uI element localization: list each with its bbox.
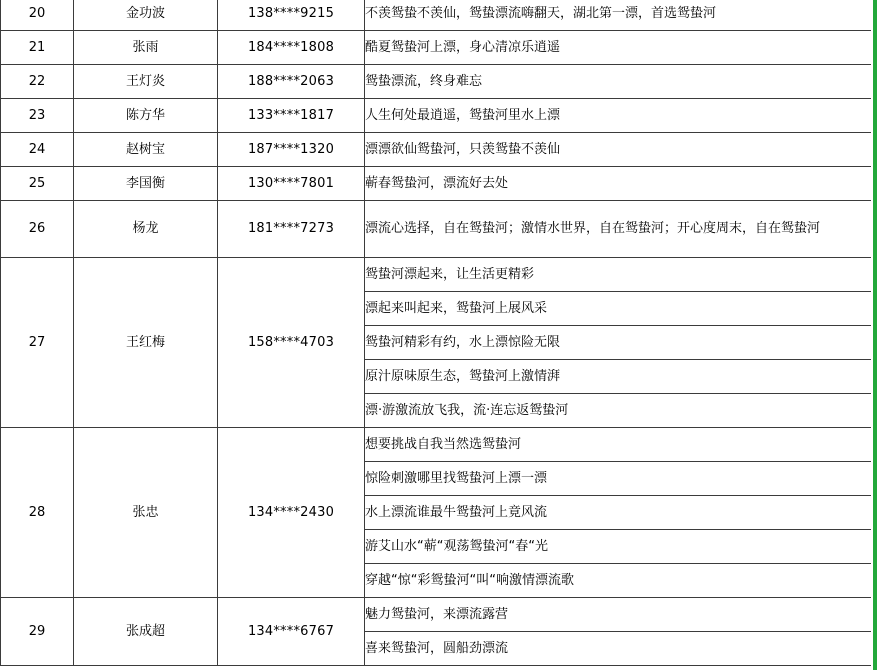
- entry-slogan[interactable]: 漂流心选择，自在鸳蛰河；激情水世界，自在鸳蛰河；开心度周末，自在鸳蛰河: [365, 201, 872, 258]
- entry-name[interactable]: 杨龙: [74, 201, 218, 258]
- table-row: [1, 428, 872, 462]
- table-row: [1, 201, 872, 258]
- table-row: [1, 133, 872, 167]
- entry-name[interactable]: 李国衡: [74, 167, 218, 201]
- entry-phone[interactable]: 187****1320: [218, 133, 365, 167]
- entry-name[interactable]: 金功波: [74, 0, 218, 31]
- table-row: [1, 65, 872, 99]
- entry-name[interactable]: 王灯炎: [74, 65, 218, 99]
- table-row: [1, 99, 872, 133]
- entry-slogan[interactable]: 游艾山水“蕲“观荡鸳蛰河“春“光: [365, 530, 872, 564]
- table-row: [1, 258, 872, 292]
- entry-slogan[interactable]: 不羡鸳蛰不羡仙，鸳蛰漂流嗨翻天，湖北第一漂，首选鸳蛰河: [365, 0, 872, 31]
- entry-number[interactable]: 20: [1, 0, 74, 31]
- entry-number[interactable]: 21: [1, 31, 74, 65]
- entry-slogan[interactable]: 水上漂流谁最牛鸳蛰河上竟风流: [365, 496, 872, 530]
- entry-phone[interactable]: 133****1817: [218, 99, 365, 133]
- entry-slogan[interactable]: 人生何处最逍遥，鸳蛰河里水上漂: [365, 99, 872, 133]
- table-row: [1, 598, 872, 632]
- entry-slogan[interactable]: 魅力鸳蛰河，来漂流露营: [365, 598, 872, 632]
- entry-number[interactable]: 25: [1, 167, 74, 201]
- entry-slogan[interactable]: 鸳蛰漂流，终身难忘: [365, 65, 872, 99]
- entry-slogan[interactable]: 鸳蛰河精彩有约，水上漂惊险无限: [365, 326, 872, 360]
- entry-slogan[interactable]: 原汁原味原生态，鸳蛰河上激情湃: [365, 360, 872, 394]
- entry-slogan[interactable]: 惊险刺激哪里找鸳蛰河上漂一漂: [365, 462, 872, 496]
- entry-phone[interactable]: 188****2063: [218, 65, 365, 99]
- entry-number[interactable]: 22: [1, 65, 74, 99]
- entry-number[interactable]: 23: [1, 99, 74, 133]
- entry-phone[interactable]: 134****2430: [218, 428, 365, 598]
- entry-slogan[interactable]: 漂·游激流放飞我，流·连忘返鸳蛰河: [365, 394, 872, 428]
- entry-phone[interactable]: 138****9215: [218, 0, 365, 31]
- entry-phone[interactable]: 181****7273: [218, 201, 365, 258]
- entry-name[interactable]: 张雨: [74, 31, 218, 65]
- entry-name[interactable]: 张忠: [74, 428, 218, 598]
- entry-slogan[interactable]: 蕲春鸳蛰河，漂流好去处: [365, 167, 872, 201]
- entry-number[interactable]: 24: [1, 133, 74, 167]
- entry-name[interactable]: 张成超: [74, 598, 218, 666]
- entry-name[interactable]: 王红梅: [74, 258, 218, 428]
- entry-slogan[interactable]: 漂漂欲仙鸳蛰河，只羡鸳蛰不羡仙: [365, 133, 872, 167]
- entry-number[interactable]: 27: [1, 258, 74, 428]
- entry-name[interactable]: 赵树宝: [74, 133, 218, 167]
- entry-phone[interactable]: 134****6767: [218, 598, 365, 666]
- entry-phone[interactable]: 158****4703: [218, 258, 365, 428]
- entry-number[interactable]: 29: [1, 598, 74, 666]
- entry-phone[interactable]: 184****1808: [218, 31, 365, 65]
- table-row: [1, 31, 872, 65]
- table-row: [1, 167, 872, 201]
- entry-slogan[interactable]: 喜来鸳蛰河，圆船劲漂流: [365, 632, 872, 666]
- entry-slogan[interactable]: 漂起来叫起来，鸳蛰河上展风采: [365, 292, 872, 326]
- entry-number[interactable]: 28: [1, 428, 74, 598]
- entry-slogan[interactable]: 鸳蛰河漂起来，让生活更精彩: [365, 258, 872, 292]
- entry-slogan[interactable]: 酷夏鸳蛰河上漂，身心清凉乐逍遥: [365, 31, 872, 65]
- entry-name[interactable]: 陈方华: [74, 99, 218, 133]
- table-body: [1, 0, 872, 666]
- entry-phone[interactable]: 130****7801: [218, 167, 365, 201]
- entry-number[interactable]: 26: [1, 201, 74, 258]
- table-row: [1, 0, 872, 31]
- entry-slogan[interactable]: 穿越“惊“彩鸳蛰河“叫“响激情漂流歌: [365, 564, 872, 598]
- scroll-edge-strip: [873, 0, 877, 670]
- entry-slogan[interactable]: 想要挑战自我当然选鸳蛰河: [365, 428, 872, 462]
